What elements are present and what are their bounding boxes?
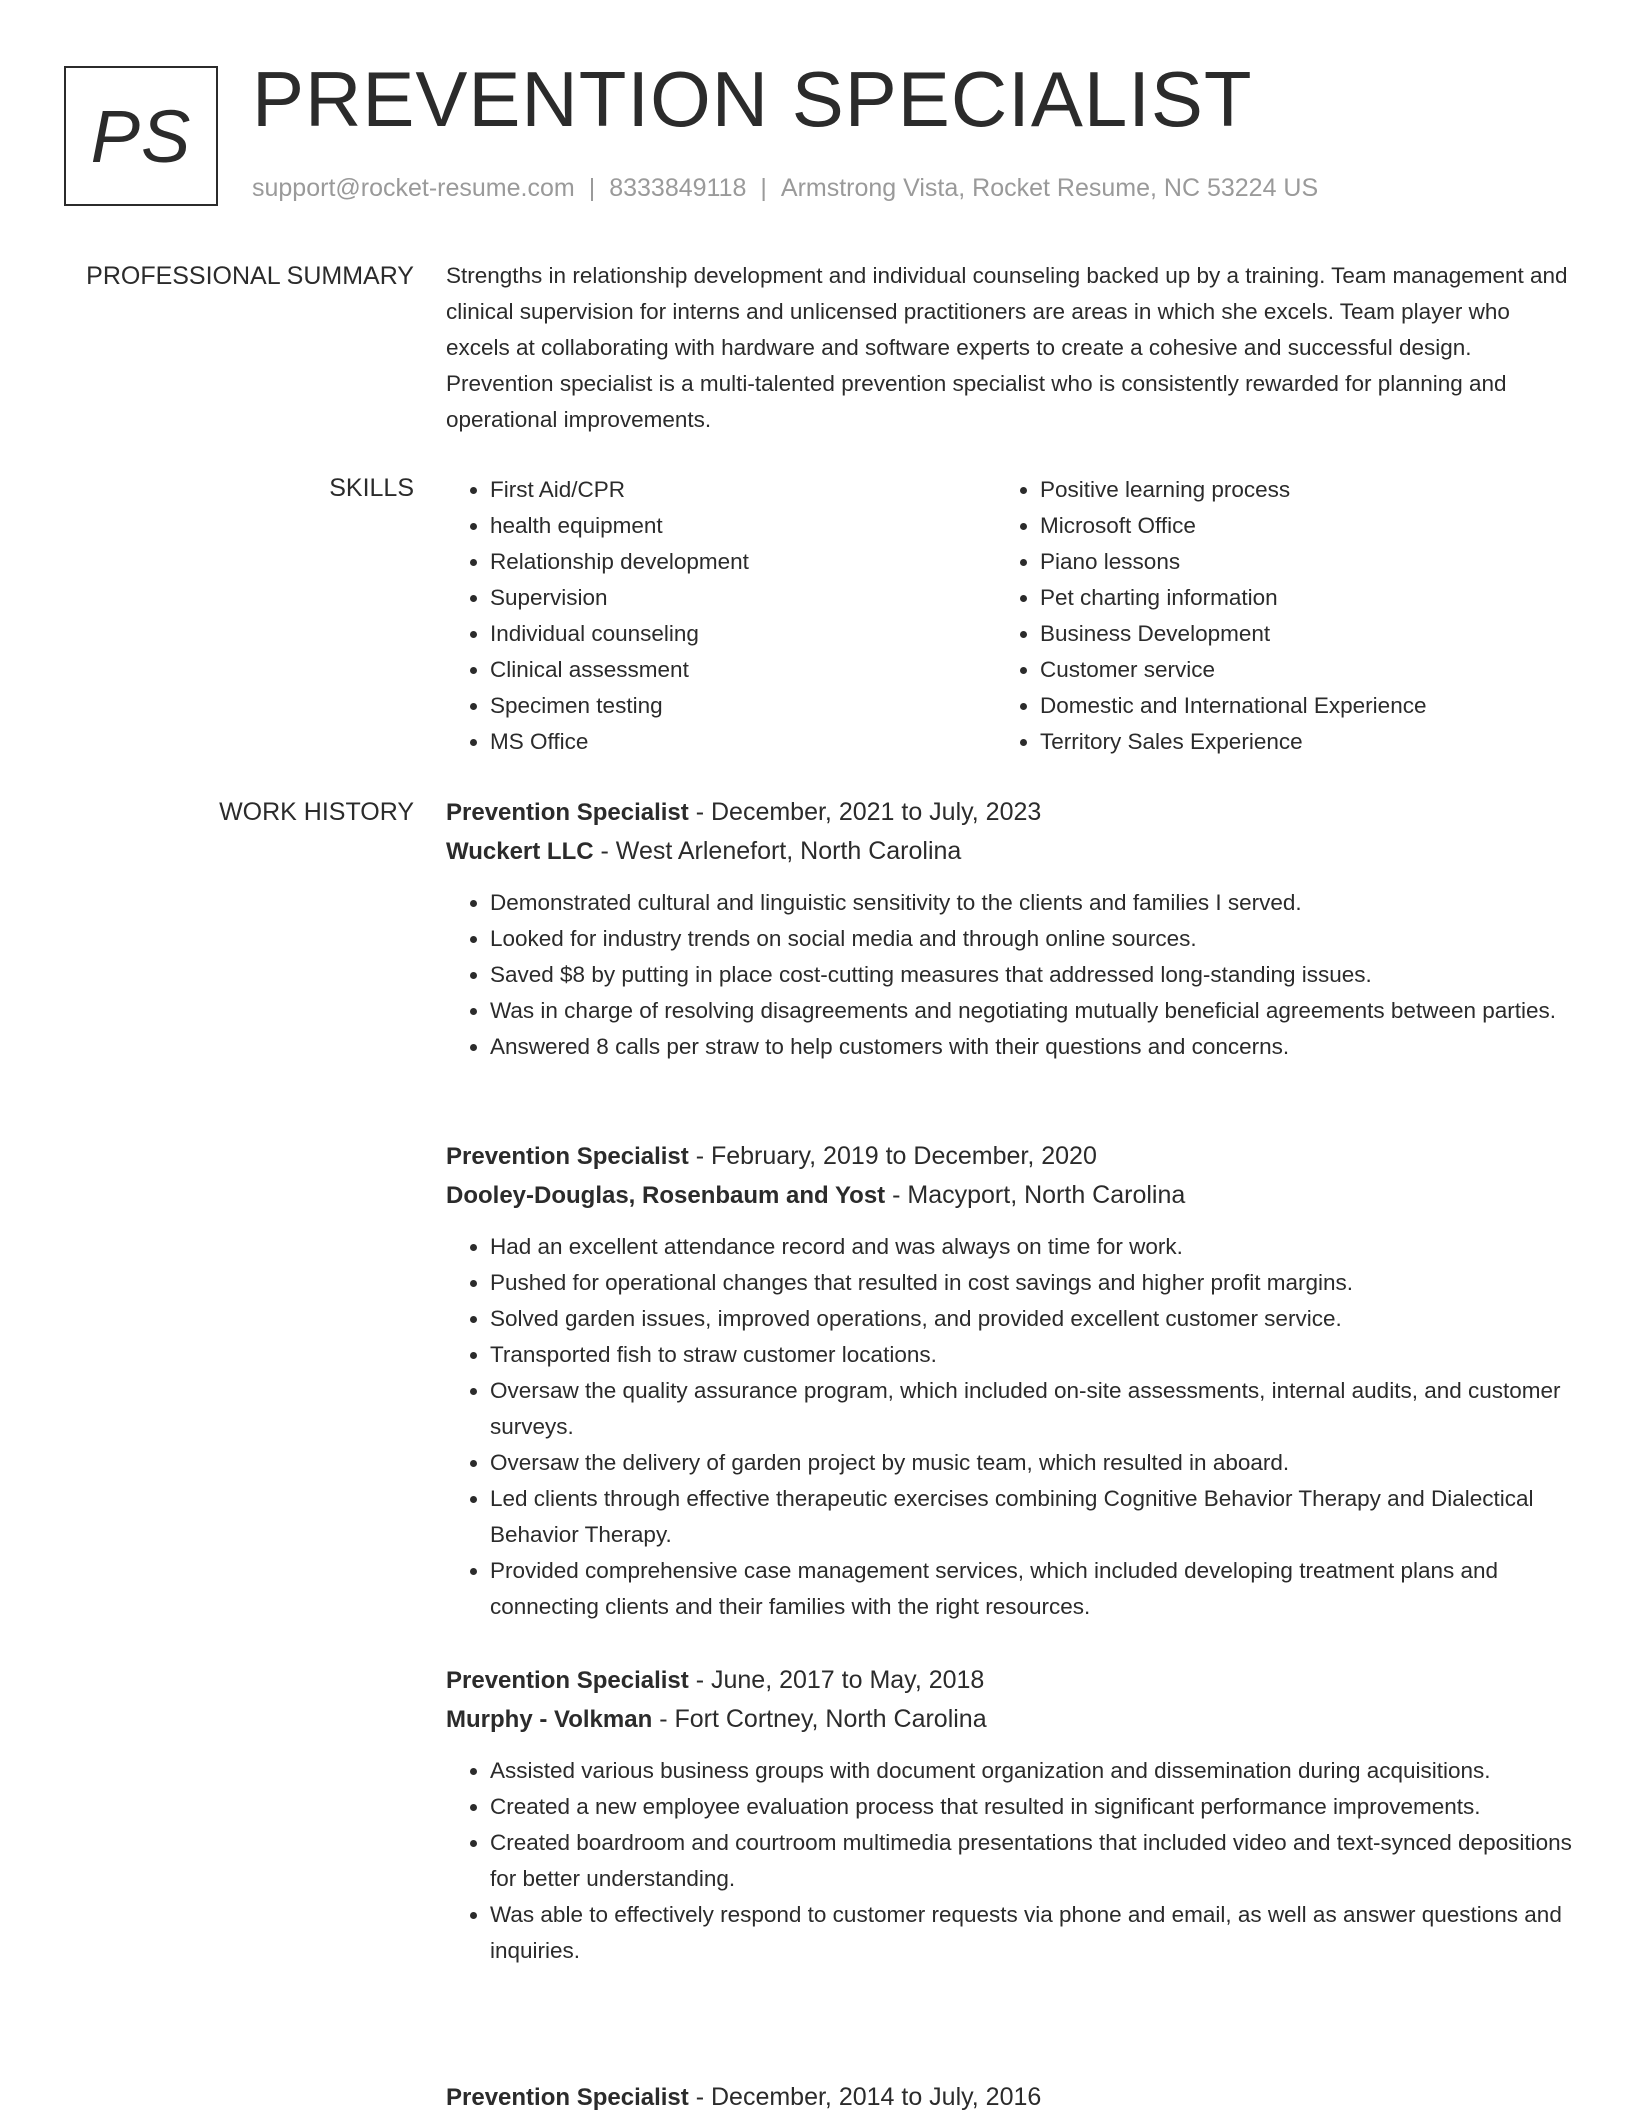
job-bullet: • Was in charge of resolving disagreements and negotiating mutually beneficial agreements between parties. <box>490 993 1572 1029</box>
job-title: Prevention Specialist <box>446 2084 689 2111</box>
job-title: Prevention Specialist <box>446 1667 689 1694</box>
job-bullet: • Was able to effectively respond to customer requests via phone and email, as well as answer questions and inquiries. <box>490 1897 1572 1969</box>
job-company-line <box>446 1700 1572 1739</box>
job-bullet: • Pushed for operational changes that resulted in cost savings and higher profit margins. <box>490 1265 1572 1301</box>
job-title-line <box>446 1137 1572 1176</box>
job-dates: - February, 2019 to December, 2020 <box>688 1142 1097 1170</box>
skill-item: • Customer service <box>1040 652 1546 688</box>
contact-separator: | <box>588 174 596 202</box>
job-bullet: • Transported fish to straw customer locations. <box>490 1337 1572 1373</box>
job-location: - Macyport, North Carolina <box>885 1181 1186 1209</box>
skill-item: • Specimen testing <box>490 688 996 724</box>
job-bullet: • Saved $8 by putting in place cost-cutting measures that addressed long-standing issues. <box>490 957 1572 993</box>
job-location: - Fort Cortney, North Carolina <box>652 1705 987 1733</box>
job-entry <box>446 1661 1572 1969</box>
job-company: Wuckert LLC <box>446 838 594 865</box>
job-company: Dooley-Douglas, Rosenbaum and Yost <box>446 1182 886 1209</box>
monogram-box <box>64 66 218 206</box>
job-bullet: • Solved garden issues, improved operations, and provided excellent customer service. <box>490 1301 1572 1337</box>
job-entry <box>446 1137 1572 1625</box>
job-entry <box>446 2078 1572 2117</box>
skills-column-right <box>996 472 1546 760</box>
job-bullet: • Had an excellent attendance record and was always on time for work. <box>490 1229 1572 1265</box>
job-bullet: • Provided comprehensive case management services, which included developing treatment plans and connecting clients and their families with the right resources. <box>490 1553 1572 1625</box>
skill-item: • First Aid/CPR <box>490 472 996 508</box>
contact-address: Armstrong Vista, Rocket Resume, NC 53224 US <box>780 174 1319 202</box>
job-bullet: • Oversaw the delivery of garden project by music team, which resulted in aboard. <box>490 1445 1572 1481</box>
job-title-line <box>446 1661 1572 1700</box>
job-bullets <box>446 1229 1572 1625</box>
job-company: Murphy - Volkman <box>446 1706 653 1733</box>
summary-heading: PROFESSIONAL SUMMARY <box>86 262 414 290</box>
skill-item: • Territory Sales Experience <box>1040 724 1546 760</box>
skill-item: • health equipment <box>490 508 996 544</box>
job-title-line <box>446 793 1572 832</box>
job-title: Prevention Specialist <box>446 799 689 826</box>
job-bullet: • Led clients through effective therapeutic exercises combining Cognitive Behavior Therapy and Dialectical Behavior Therapy. <box>490 1481 1572 1553</box>
job-company-line <box>446 1176 1572 1215</box>
skill-item: • Relationship development <box>490 544 996 580</box>
skill-item: • Microsoft Office <box>1040 508 1546 544</box>
skill-item: • Piano lessons <box>1040 544 1546 580</box>
contact-separator: | <box>760 174 767 202</box>
skill-item: • Supervision <box>490 580 996 616</box>
skill-item: • Business Development <box>1040 616 1546 652</box>
job-location: - West Arlenefort, North Carolina <box>593 837 962 865</box>
contact-phone[interactable]: 8333849118 <box>609 174 747 202</box>
skill-item: • Domestic and International Experience <box>1040 688 1546 724</box>
job-bullets <box>446 1753 1572 1969</box>
job-bullet: • Answered 8 calls per straw to help customers with their questions and concerns. <box>490 1029 1572 1065</box>
summary-text: Strengths in relationship development and individual counseling backed up by a training. Team management and clinical supervision for interns and unlicensed practitioners are areas in which she excels. Team player who excels at collaborating with hardware and software experts to create a cohesive and successful design. Prevention specialist is a multi-talented prevention specialist who is consistently rewarded for planning and operational improvements. <box>446 263 1568 432</box>
skill-item: • MS Office <box>490 724 996 760</box>
job-company-line <box>446 832 1572 871</box>
monogram-initials: PS <box>90 94 192 178</box>
contact-email[interactable]: support@rocket-resume.com <box>252 174 575 202</box>
contact-line <box>252 176 1318 201</box>
skills-section <box>446 472 1572 760</box>
skill-item: • Clinical assessment <box>490 652 996 688</box>
job-entry <box>446 793 1572 1065</box>
job-dates: - June, 2017 to May, 2018 <box>688 1666 985 1694</box>
job-bullet: • Created a new employee evaluation process that resulted in significant performance improvements. <box>490 1789 1572 1825</box>
skill-item: • Pet charting information <box>1040 580 1546 616</box>
work-history-heading: WORK HISTORY <box>219 798 414 826</box>
job-bullet: • Demonstrated cultural and linguistic sensitivity to the clients and families I served. <box>490 885 1572 921</box>
job-title: Prevention Specialist <box>446 1143 689 1170</box>
job-bullet: • Looked for industry trends on social media and through online sources. <box>490 921 1572 957</box>
job-bullet: • Assisted various business groups with document organization and dissemination during acquisitions. <box>490 1753 1572 1789</box>
skills-heading: SKILLS <box>329 474 414 502</box>
job-dates: - December, 2021 to July, 2023 <box>688 798 1042 826</box>
job-bullet: • Oversaw the quality assurance program, which included on-site assessments, internal audits, and customer surveys. <box>490 1373 1572 1445</box>
job-title-line <box>446 2078 1572 2117</box>
job-dates: - December, 2014 to July, 2016 <box>688 2083 1042 2111</box>
summary-section <box>446 258 1572 438</box>
resume-name: PREVENTION SPECIALIST <box>252 55 1253 143</box>
skills-column-left <box>446 472 996 760</box>
skill-item: • Individual counseling <box>490 616 996 652</box>
job-bullet: • Created boardroom and courtroom multimedia presentations that included video and text-synced depositions for better understanding. <box>490 1825 1572 1897</box>
skill-item: • Positive learning process <box>1040 472 1546 508</box>
job-bullets <box>446 885 1572 1065</box>
